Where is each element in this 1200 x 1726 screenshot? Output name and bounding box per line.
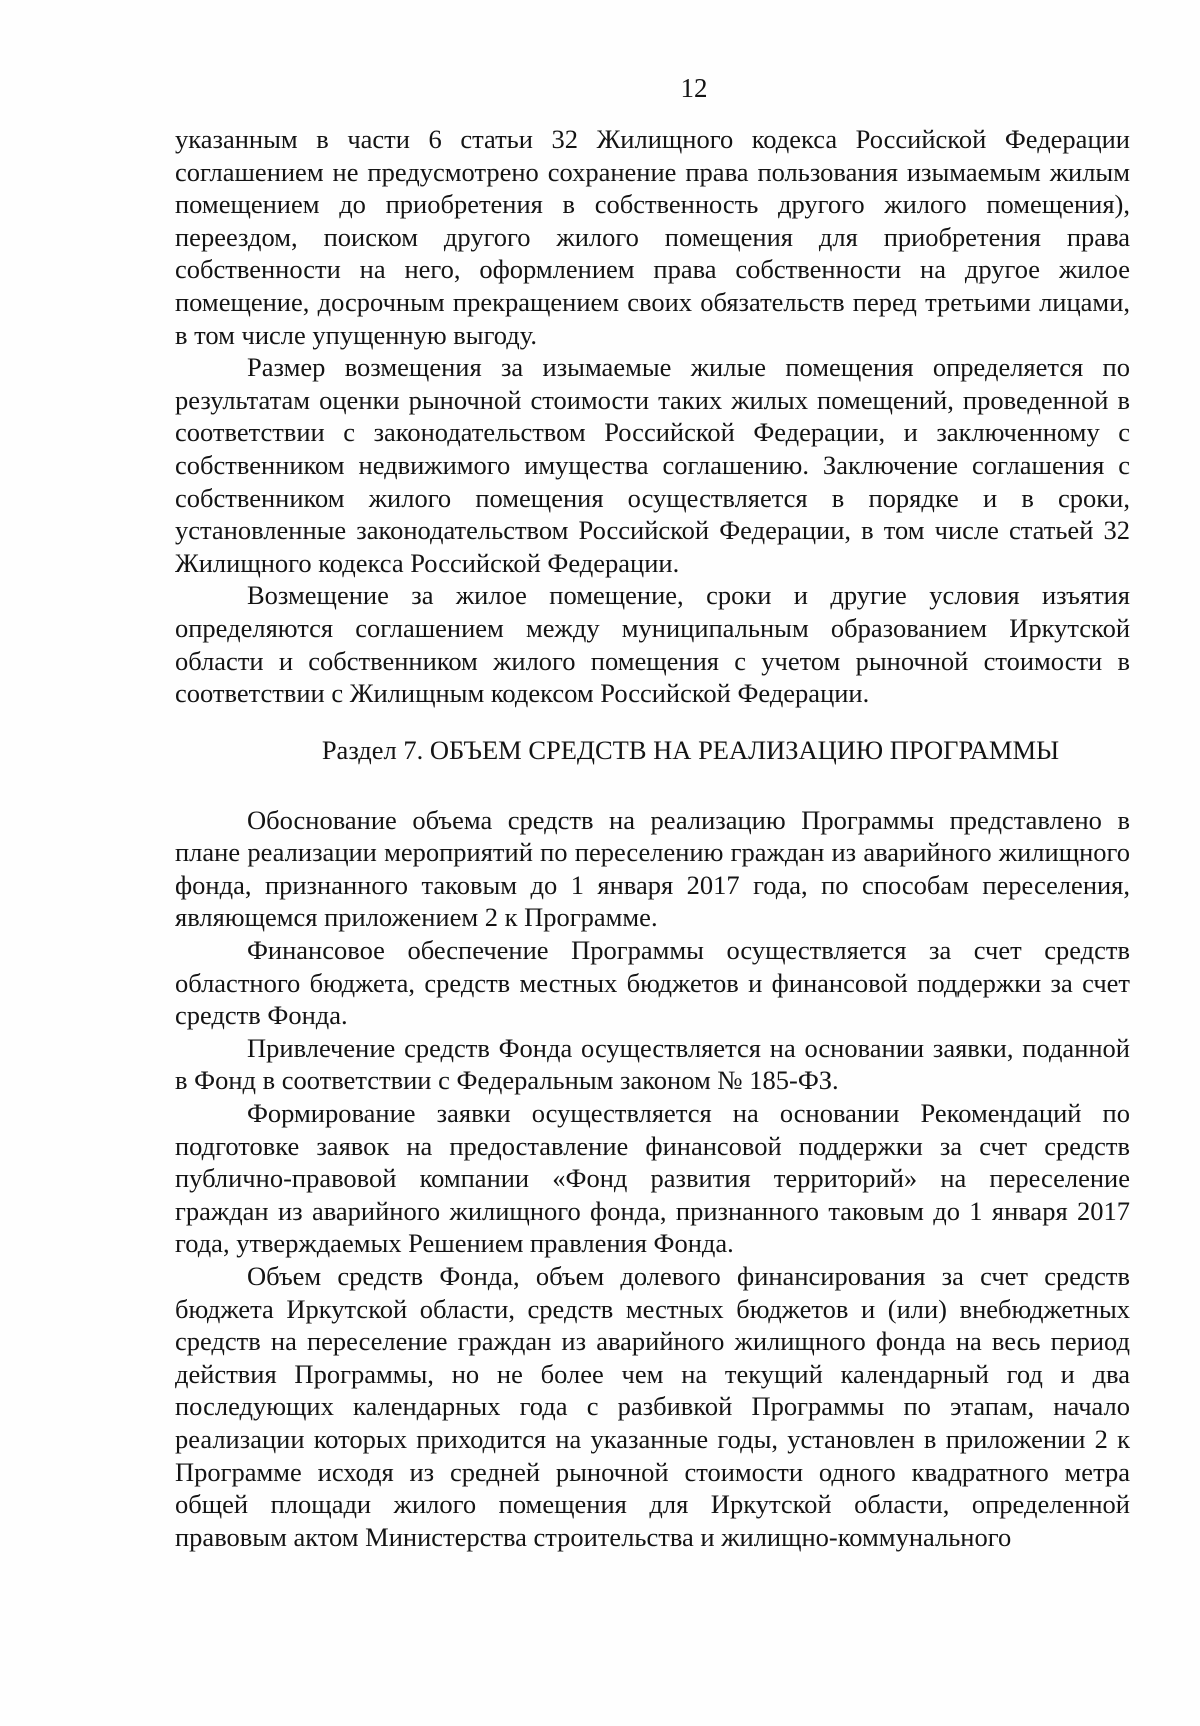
section-heading: Раздел 7. ОБЪЕМ СРЕДСТВ НА РЕАЛИЗАЦИЮ ПРОГРАММЫ bbox=[321, 734, 1060, 765]
paragraph-financial-support: Финансовое обеспечение Программы осуществляется за счет средств областного бюджета, средств местных бюджетов и финансовой поддержки за счет средств Фонда. bbox=[175, 935, 1130, 1031]
paragraph-fund-volume: Объем средств Фонда, объем долевого финансирования за счет средств бюджета Иркутской области, средств местных бюджетов и (или) внебюджетных средств на переселение граждан из аварийного жилищного фонда на весь период действия Программы, но не более чем на текущий календарный год и два последующих календарных года с разбивкой Программы по этапам, начало реализации которых приходится на указанные годы, установлен в приложении 2 к Программе исходя из средней рыночной стоимости одного квадратного метра общей площади жилого помещения для Иркутской области, определенной правовым актом Министерства строительства и жилищно-коммунального bbox=[175, 1261, 1130, 1552]
paragraph-compensation-size: Размер возмещения за изымаемые жилые помещения определяется по результатам оценки рыночной стоимости таких жилых помещений, проведенной в соответствии с законодательством Российской Федерации, и заключенному с собственником недвижимого имущества соглашению. Заключение соглашения с собственником жилого помещения осуществляется в порядке и в сроки, установленные законодательством Российской Федерации, в том числе статьей 32 Жилищного кодекса Российской Федерации. bbox=[175, 352, 1130, 578]
paragraph-fund-attraction: Привлечение средств Фонда осуществляется на основании заявки, поданной в Фонд в соответствии с Федеральным законом № 185-ФЗ. bbox=[175, 1032, 1130, 1096]
paragraph-continuation: указанным в части 6 статьи 32 Жилищного кодекса Российской Федерации соглашением не предусмотрено сохранение права пользования изымаемым жилым помещением до приобретения в собственность другого жилого помещения), переездом, поиском другого жилого помещения для приобретения права собственности на него, оформлением права собственности на другое жилое помещение, досрочным прекращением своих обязательств перед третьими лицами, в том числе упущенную выгоду. bbox=[175, 124, 1130, 350]
document-body bbox=[175, 123, 1130, 1553]
paragraph-application-formation: Формирование заявки осуществляется на основании Рекомендаций по подготовке заявок на предоставление финансовой поддержки за счет средств публично-правовой компании «Фонд развития территорий» на переселение граждан из аварийного жилищного фонда, признанного таковым до 1 января 2017 года, утверждаемых Решением правления Фонда. bbox=[175, 1098, 1130, 1259]
page-number: 12 bbox=[680, 73, 708, 103]
paragraph-funding-justification: Обоснование объема средств на реализацию Программы представлено в плане реализации мероприятий по переселению граждан из аварийного жилищного фонда, признанного таковым до 1 января 2017 года, по способам переселения, являющемся приложением 2 к Программе. bbox=[175, 804, 1130, 933]
paragraph-compensation-terms: Возмещение за жилое помещение, сроки и другие условия изъятия определяются соглашением между муниципальным образованием Иркутской области и собственником жилого помещения с учетом рыночной стоимости в соответствии с Жилищным кодексом Российской Федерации. bbox=[175, 580, 1130, 709]
